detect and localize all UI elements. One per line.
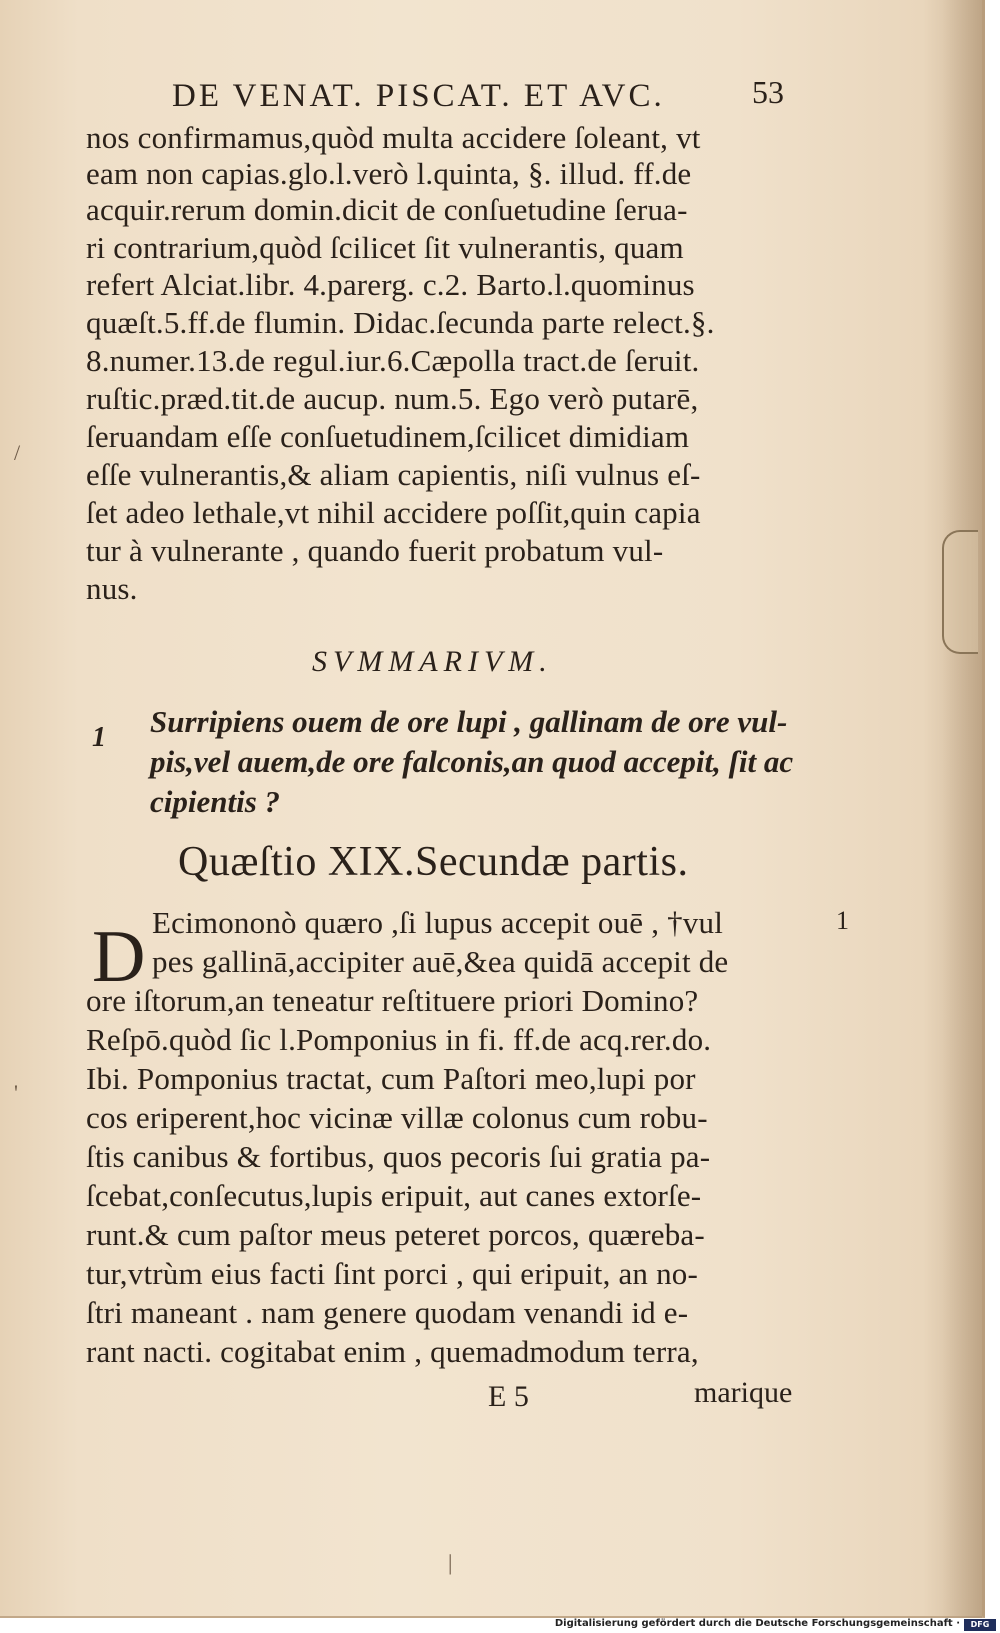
text-line: runt.& cum paſtor meus peteret porcos, quæreba-: [86, 1217, 705, 1252]
text-line: nus.: [86, 571, 138, 606]
margin-stroke: ': [14, 1080, 18, 1105]
folio-number: 53: [752, 74, 784, 110]
text-line: tur à vulnerante , quando fuerit probatum vul-: [86, 533, 664, 568]
signature-mark: E 5: [488, 1380, 529, 1413]
text-line: Ecimononò quæro ,ſi lupus accepit ouē , †vul: [152, 905, 724, 940]
summarium-line: Surripiens ouem de ore lupi , gallinam de ore vul-: [150, 704, 788, 739]
text-line: ri contrarium,quòd ſcilicet ſit vulnerantis, quam: [86, 230, 684, 265]
text-line: tur,vtrùm eius facti ſint porci , qui eripuit, an no-: [86, 1256, 698, 1291]
text-line: 8.numer.13.de regul.iur.6.Cæpolla tract.de ſeruit.: [86, 343, 700, 378]
text-line: refert Alciat.libr. 4.parerg. c.2. Barto.l.quominus: [86, 267, 695, 302]
text-line: eam non capias.glo.l.verò l.quinta, §. illud. ff.de: [86, 156, 692, 191]
text-line: acquir.rerum domin.dicit de conſuetudine ſerua-: [86, 192, 688, 227]
summarium-line: cipientis ?: [150, 784, 281, 819]
drop-cap: D: [92, 916, 146, 998]
dfg-logo: DFG: [964, 1619, 996, 1631]
text-line: eſſe vulnerantis,& aliam capientis, niſi vulnus eſ-: [86, 457, 701, 492]
summarium-line: pis,vel auem,de ore falconis,an quod accepit, ſit ac: [150, 744, 794, 779]
text-line: quæſt.5.ff.de flumin. Didac.ſecunda parte relect.§.: [86, 305, 715, 340]
margin-number: 1: [836, 906, 849, 935]
summarium-number: 1: [92, 722, 106, 753]
text-line: ore iſtorum,an teneatur reſtituere priori Domino?: [86, 983, 699, 1018]
text-line: pes gallinā,accipiter auē,&ea quidā accepit de: [152, 944, 729, 979]
question-title: Quæſtio XIX.Secundæ partis.: [178, 839, 689, 885]
text-line: ſet adeo lethale,vt nihil accidere poſſit,quin capia: [86, 495, 701, 530]
running-head: DE VENAT. PISCAT. ET AVC.: [172, 78, 665, 114]
text-line: ſcebat,conſecutus,lupis eripuit, aut canes extorſe-: [86, 1178, 702, 1213]
text-line: Reſpō.quòd ſic l.Pomponius in fi. ff.de acq.rer.do.: [86, 1022, 712, 1057]
text-line: cos eriperent,hoc vicinæ villæ colonus cum robu-: [86, 1100, 708, 1135]
footer-credit: Digitalisierung gefördert durch die Deutsche Forschungsgemeinschaft ·: [554, 1618, 960, 1629]
text-line: ſtri maneant . nam genere quodam venandi id e-: [86, 1295, 689, 1330]
page-tab-marker: [942, 530, 978, 654]
summarium-heading: SVMMARIVM.: [312, 645, 553, 678]
margin-stroke: |: [448, 1550, 453, 1575]
page-edge-shadow: [942, 0, 982, 1618]
text-line: rant nacti. cogitabat enim , quemadmodum terra,: [86, 1334, 699, 1369]
catchword: marique: [694, 1376, 793, 1409]
text-line: Ibi. Pomponius tractat, cum Paſtori meo,lupi por: [86, 1061, 696, 1096]
text-line: nos confirmamus,quòd multa accidere ſoleant, vt: [86, 120, 701, 155]
margin-stroke: /: [14, 440, 21, 465]
text-line: ſtis canibus & fortibus, quos pecoris ſui gratia pa-: [86, 1139, 711, 1174]
text-line: ſeruandam eſſe conſuetudinem,ſcilicet dimidiam: [86, 419, 690, 454]
text-line: ruſtic.præd.tit.de aucup. num.5. Ego verò putarē,: [86, 381, 699, 416]
